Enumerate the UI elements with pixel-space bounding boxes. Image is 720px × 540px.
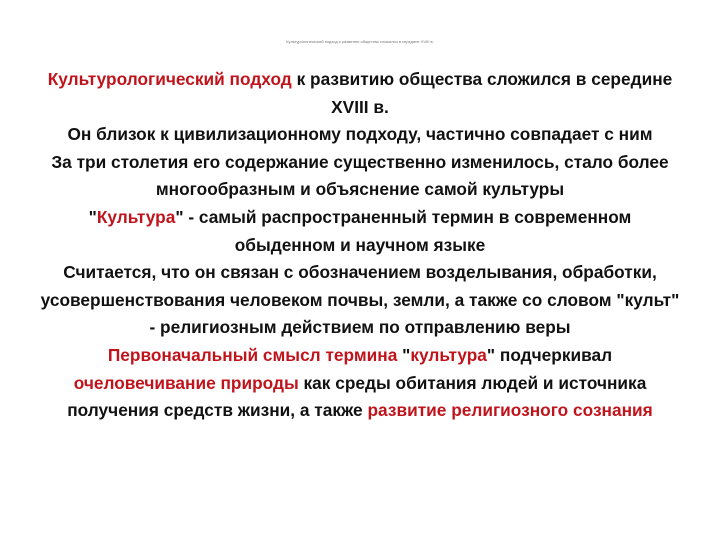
paragraph-4-text: " - самый распространенный термин в современном обыденном и научном языке [175, 206, 632, 255]
quote-open: " [397, 344, 411, 365]
slide-body [38, 66, 682, 425]
highlight-original-meaning: Первоначальный смысл термина [107, 344, 398, 365]
paragraph-2: Он близок к цивилизационному подходу, частично совпадает с ним [67, 124, 653, 145]
paragraph-4 [38, 204, 682, 259]
paragraph-6-text-2: как среды обитания людей и источника получения средств жизни, а также [67, 372, 647, 421]
paragraph-3: За три столетия его содержание существенно изменилось, стало более многообразным и объяснение самой культуры [51, 151, 669, 200]
slide-title: Культурологический подход к развитию общества сложился в середине XVIII в. [286, 39, 434, 44]
highlight-religious-consciousness: развитие религиозного сознания [367, 400, 653, 421]
paragraph-6-text-1: " подчеркивал [486, 344, 613, 365]
highlight-cultural-approach: Культурологический подход [47, 69, 292, 89]
highlight-culture: Культура [96, 206, 176, 227]
paragraph-1 [38, 66, 682, 121]
paragraph-6 [38, 342, 682, 425]
paragraph-1-text: к развитию общества сложился в середине XVIII в. [291, 69, 673, 117]
highlight-humanization-of-nature: очеловечивание природы [73, 372, 299, 393]
open-quote: " [88, 206, 97, 227]
paragraph-5: Считается, что он связан с обозначением возделывания, обработки, усовершенствования человеком почвы, земли, а также со словом "культ" - религиозным действием по отправлению веры [40, 262, 680, 338]
highlight-culture-term: культура [410, 344, 487, 365]
